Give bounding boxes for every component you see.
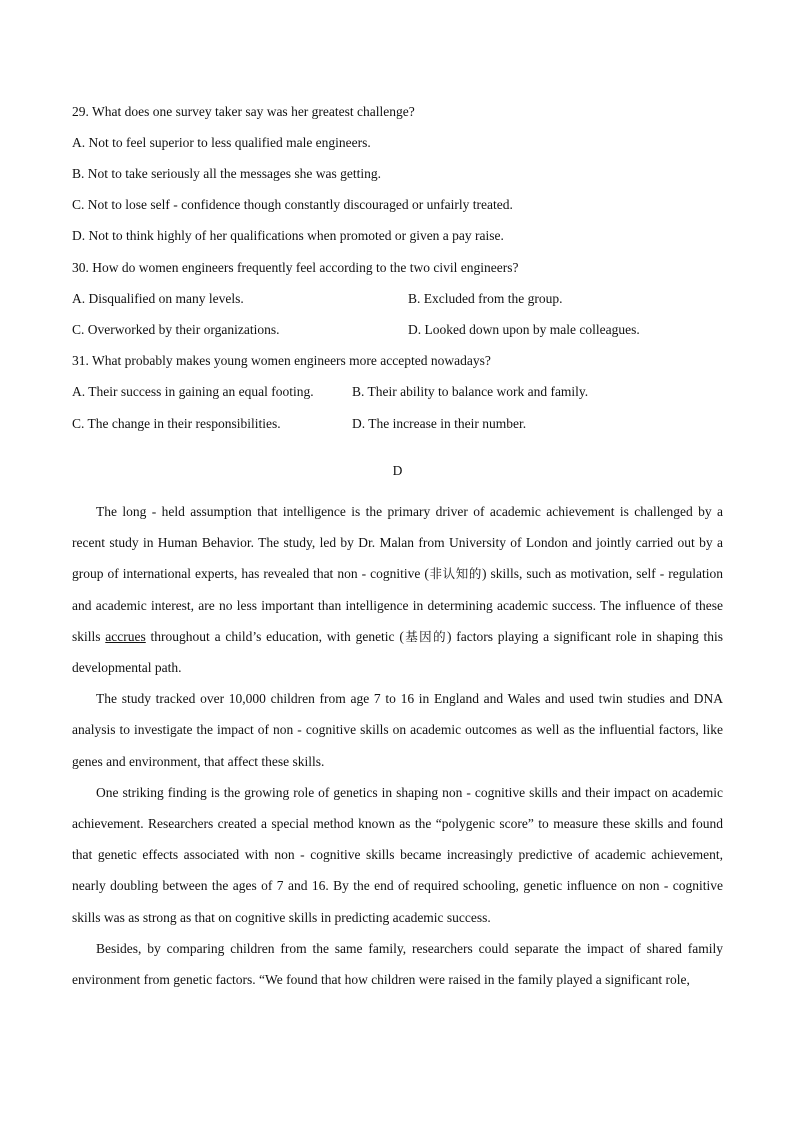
chinese-gloss-non-cognitive: 非认知的 [428,566,482,582]
question-30-option-d: D. Looked down upon by male colleagues. [408,322,640,337]
question-29-option-b: B. Not to take seriously all the messages she was getting. [72,166,381,181]
passage-paragraph-2: The study tracked over 10,000 children from age 7 to 16 in England and Wales and used twin studies and DNA analysis to investigate the impact of non - cognitive skills on academic outcomes as well as the influential factors, like genes and environment, that affect these skills. [72,691,723,769]
passage-paragraph-3: One striking finding is the growing role of genetics in shaping non - cognitive skills and their impact on academic achievement. Researchers created a special method known as the “polygenic score” to measure these skills and found that genetic effects associated with non - cognitive skills became increasingly predictive of academic achievement, nearly doubling between the ages of 7 and 16. By the end of required schooling, genetic influence on non - cognitive skills was as strong as that on cognitive skills in predicting academic success. [72,784,723,925]
question-30-option-b: B. Excluded from the group. [408,291,563,306]
section-heading: D [392,463,403,478]
reading-passage [72,496,723,995]
passage-p1-text-3: throughout a child’s education, with genetic ( [145,628,404,644]
document-page [72,0,723,1122]
question-31-option-a: A. Their success in gaining an equal footing. [72,384,314,399]
question-29-stem: 29. What does one survey taker say was her greatest challenge? [72,104,415,119]
question-30-option-c: C. Overworked by their organizations. [72,322,280,337]
question-29-option-a: A. Not to feel superior to less qualified male engineers. [72,135,371,150]
passage-p1-text-4: ) factors playing a significant role in shaping this developmental path. [72,628,723,676]
passage-p1-text-1: The long - held assumption that intelligence is the primary driver of academic achievement is challenged by a recent study in Human Behavior. The study, led by Dr. Malan from University of London and jointly carried out by a group of international experts, has revealed that non - cognitive ( [72,504,723,582]
question-29-option-d: D. Not to think highly of her qualifications when promoted or given a pay raise. [72,228,504,243]
question-31-option-b: B. Their ability to balance work and family. [352,384,589,399]
underlined-word-accrues: accrues [105,628,146,644]
question-30-option-a: A. Disqualified on many levels. [72,291,244,306]
passage-paragraph-4: Besides, by comparing children from the same family, researchers could separate the impact of shared family environment from genetic factors. “We found that how children were raised in the family played a significant role, [72,940,723,988]
question-31-option-d: D. The increase in their number. [352,416,527,431]
chinese-gloss-genetic: 基因的 [403,628,447,644]
question-30-stem: 30. How do women engineers frequently feel according to the two civil engineers? [72,260,519,275]
question-31-option-c: C. The change in their responsibilities. [72,416,281,431]
question-31-stem: 31. What probably makes young women engineers more accepted nowadays? [72,353,491,368]
question-29-option-c: C. Not to lose self - confidence though constantly discouraged or unfairly treated. [72,197,513,212]
passage-p1-text-2: ) skills, such as motivation, self - regulation and academic interest, are no less important than intelligence in determining academic success. The influence of these skills [72,566,723,644]
passage-paragraph-1 [72,496,723,683]
